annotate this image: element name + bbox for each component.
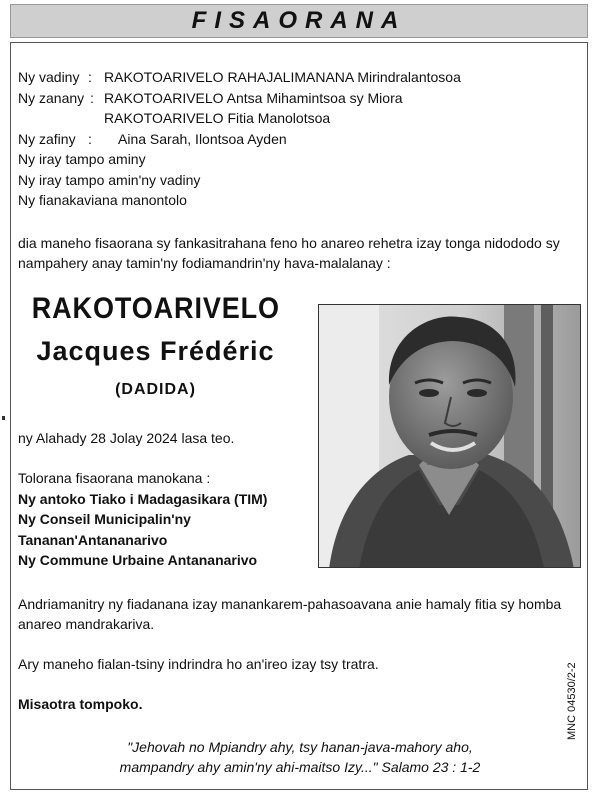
- closing-thanks: Misaotra tompoko.: [18, 696, 143, 712]
- deceased-surname: RAKOTOARIVELO: [31, 292, 280, 325]
- deceased-given-names: Jacques Frédéric: [36, 336, 275, 366]
- portrait-photo-icon: [319, 305, 581, 568]
- portrait-photo: [318, 304, 581, 568]
- line-whole-family: Ny fianakaviana manontolo: [18, 192, 187, 208]
- thanks-item-3: Tananan'Antananarivo: [18, 532, 168, 548]
- sep-grandchildren: :: [88, 131, 92, 147]
- title-banner: [10, 4, 588, 38]
- apology-paragraph: Ary maneho fialan-tsiny indrindra ho an'ireo izay tsy tratra.: [18, 656, 379, 672]
- death-date: ny Alahady 28 Jolay 2024 lasa teo.: [18, 430, 235, 446]
- deceased-nickname: (DADIDA): [115, 381, 196, 398]
- sep-spouse: :: [88, 69, 92, 85]
- thanks-item-4: Ny Commune Urbaine Antananarivo: [18, 552, 258, 568]
- margin-mark: [2, 416, 5, 420]
- value-child-1: RAKOTOARIVELO Antsa Mihamintsoa sy Miora: [104, 90, 403, 106]
- thanks-item-1: Ny antoko Tiako i Madagasikara (TIM): [18, 491, 268, 507]
- bible-quote-line-1: "Jehovah no Mpiandry ahy, tsy hanan-java-mahory aho,: [127, 739, 473, 755]
- page-title: FISAORANA: [191, 7, 407, 34]
- thanks-item-2: Ny Conseil Municipalin'ny: [18, 511, 191, 527]
- line-spouse-siblings: Ny iray tampo amin'ny vadiny: [18, 172, 201, 188]
- sep-children: :: [90, 90, 94, 106]
- special-thanks-heading: Tolorana fisaorana manokana :: [18, 470, 211, 486]
- value-grandchildren: Aina Sarah, Ilontsoa Ayden: [118, 131, 287, 147]
- label-grandchildren: Ny zafiny: [18, 131, 76, 147]
- reference-code: MNC 04530/2-2: [566, 662, 578, 740]
- value-child-2: RAKOTOARIVELO Fitia Manolotsoa: [104, 110, 331, 126]
- line-siblings: Ny iray tampo aminy: [18, 151, 146, 167]
- bible-quote-line-2: mampandry ahy amin'ny ahi-maitso Izy..." Salamo 23 : 1-2: [119, 759, 481, 775]
- prayer-paragraph: Andriamanitry ny fiadanana izay manankarem-pahasoavana anie hamaly fitia sy homba anareo mandrakariva.: [18, 596, 562, 632]
- intro-paragraph: dia maneho fisaorana sy fankasitrahana feno ho anareo rehetra izay tonga nidododo sy nampahery anay tamin'ny fodiamandrin'ny hava-malalanay :: [18, 235, 560, 271]
- label-children: Ny zanany: [18, 90, 85, 106]
- label-spouse: Ny vadiny: [18, 69, 80, 85]
- value-spouse: RAKOTOARIVELO RAHAJALIMANANA Mirindralantosoa: [104, 69, 461, 85]
